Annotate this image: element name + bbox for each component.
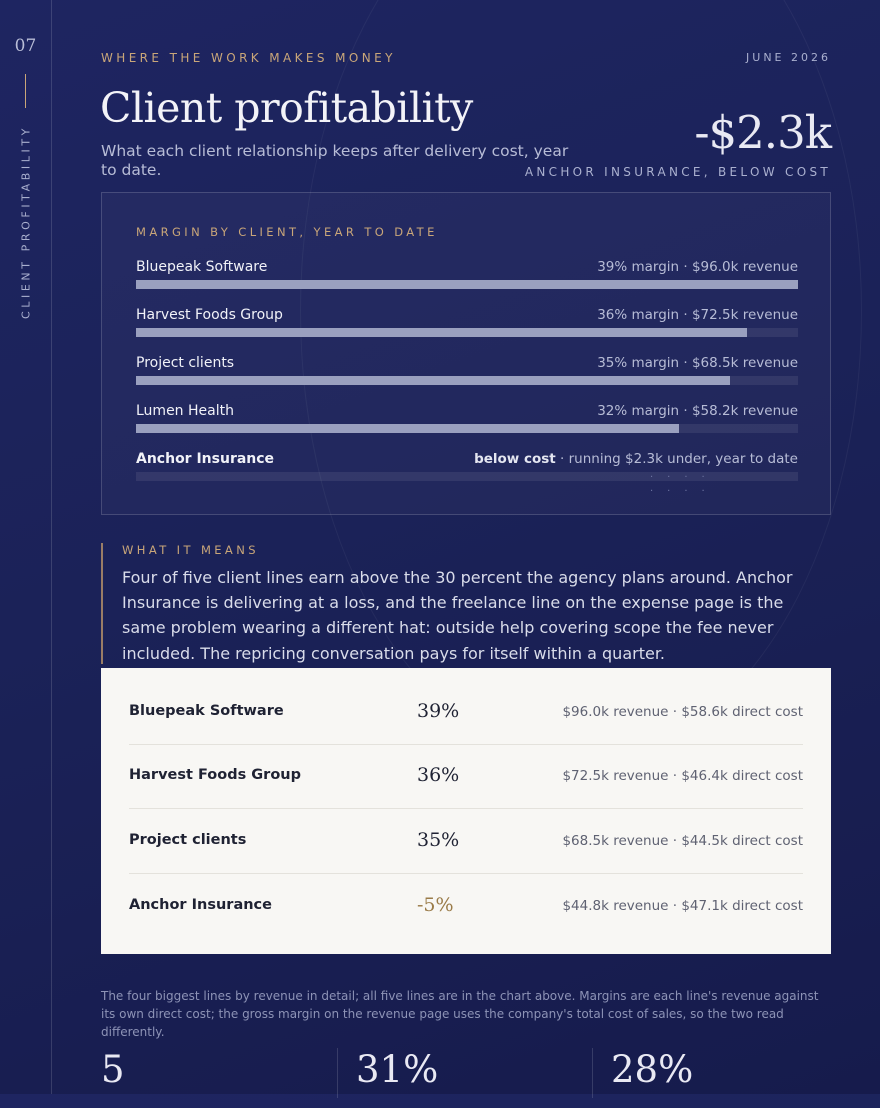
client-detail: $72.5k revenue · $46.4k direct cost (562, 768, 803, 784)
bar-label: Project clients (136, 355, 235, 371)
client-name: Bluepeak Software (129, 703, 284, 719)
table-row (129, 744, 803, 809)
bar-track (136, 376, 798, 385)
bar-fill (136, 424, 679, 433)
stat-divider (592, 1048, 593, 1098)
kpi-label: ANCHOR INSURANCE, BELOW COST (524, 165, 831, 179)
client-detail-table (101, 668, 831, 954)
bar-fill (136, 328, 747, 337)
client-margin: -5% (417, 894, 454, 916)
stat-average-margin (356, 1048, 438, 1108)
bar-meta (474, 451, 798, 467)
bar-track (136, 424, 798, 433)
bar-row (136, 307, 798, 347)
section-label: CLIENT PROFITABILITY (19, 125, 33, 319)
dot-pattern: ···· (650, 472, 719, 483)
footnote: The four biggest lines by revenue in detail; all five lines are in the chart above. Margins are each line's revenue against its own direct cost; the gross margin on the revenue page uses the company's total cost of sales, so the two read differently. (101, 989, 819, 1039)
callout-text: Four of five client lines earn above the 30 percent the agency plans around. Anchor Insurance is delivering at a loss, and the freelance line on the expense page is the same problem wearing a different hat: outside help covering scope the fee never included. The repricing conversation pays for itself within a quarter. (122, 568, 793, 663)
client-name: Harvest Foods Group (129, 767, 301, 783)
client-margin: 39% (417, 700, 460, 722)
table-row (129, 680, 803, 745)
stat-divider (337, 1048, 338, 1098)
bar-meta: 35% margin · $68.5k revenue (597, 355, 798, 371)
stat-value: 5 (101, 1048, 125, 1091)
callout-heading: WHAT IT MEANS (122, 543, 259, 557)
bar-meta: 39% margin · $96.0k revenue (597, 259, 798, 275)
kpi-value: -$2.3k (694, 106, 831, 159)
bar-meta: 32% margin · $58.2k revenue (597, 403, 798, 419)
bar-fill (136, 280, 798, 289)
report-date: JUNE 2026 (746, 51, 831, 64)
rail-accent-line (25, 74, 26, 108)
bar-track (136, 280, 798, 289)
bar-label: Anchor Insurance (136, 451, 275, 467)
bar-meta-detail: · running $2.3k under, year to date (555, 451, 798, 467)
table-row (129, 874, 803, 938)
below-cost-flag: below cost (474, 451, 556, 467)
page-title: Client profitability (100, 84, 473, 132)
bar-row (136, 355, 798, 395)
client-detail: $96.0k revenue · $58.6k direct cost (562, 704, 803, 720)
margin-chart-panel (101, 192, 831, 515)
bar-label: Bluepeak Software (136, 259, 268, 275)
stat-client-lines (101, 1048, 125, 1108)
client-detail: $44.8k revenue · $47.1k direct cost (562, 898, 803, 914)
bar-label: Harvest Foods Group (136, 307, 283, 323)
section-rail (0, 0, 52, 1094)
dot-pattern: ···· (650, 486, 719, 497)
bar-meta: 36% margin · $72.5k revenue (597, 307, 798, 323)
stat-value: 31% (356, 1048, 439, 1091)
bar-row (136, 259, 798, 299)
bar-row (136, 403, 798, 443)
chart-heading: MARGIN BY CLIENT, YEAR TO DATE (136, 225, 438, 239)
what-it-means-callout (101, 543, 831, 664)
bar-track (136, 328, 798, 337)
client-margin: 36% (417, 764, 460, 786)
eyebrow: WHERE THE WORK MAKES MONEY (101, 51, 396, 65)
bar-label: Lumen Health (136, 403, 234, 419)
client-margin: 35% (417, 829, 460, 851)
client-detail: $68.5k revenue · $44.5k direct cost (562, 833, 803, 849)
bar-fill (136, 376, 730, 385)
client-name: Anchor Insurance (129, 897, 272, 913)
table-row (129, 809, 803, 874)
section-number: 07 (14, 36, 37, 56)
stat-value: 28% (611, 1048, 694, 1091)
bar-row (136, 451, 798, 491)
page-subtitle: What each client relationship keeps after delivery cost, year to date. (101, 142, 569, 179)
client-name: Project clients (129, 832, 247, 848)
stat-gross-margin (611, 1048, 693, 1108)
